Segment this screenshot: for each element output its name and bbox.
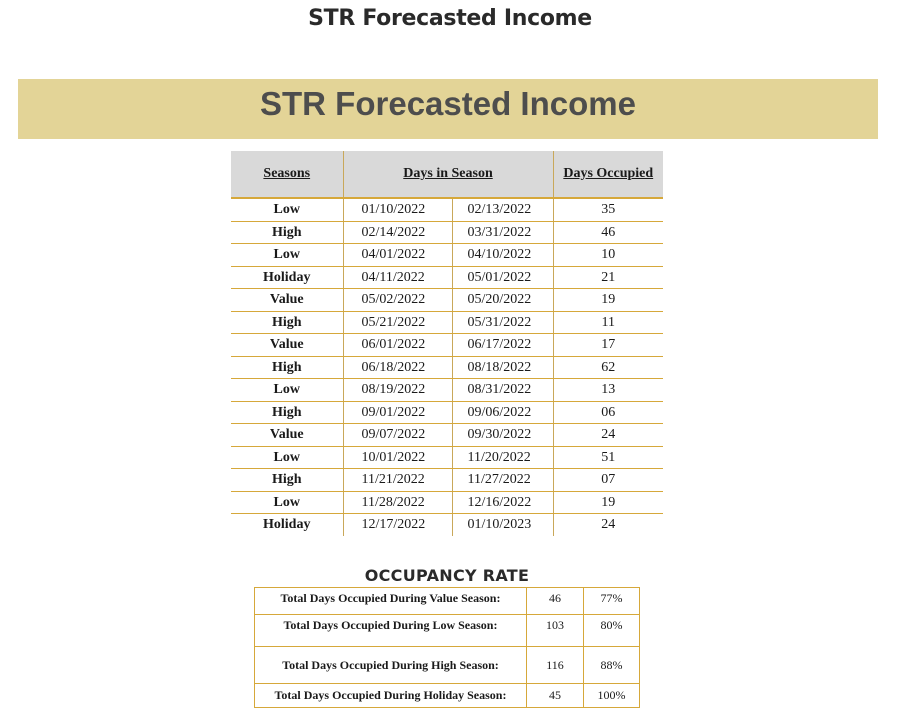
season-days-occupied: 24 [553,424,663,447]
occupancy-rate: 77% [584,588,640,615]
season-row [231,446,663,469]
season-name: Low [231,491,343,514]
occupancy-label: Total Days Occupied During Value Season: [255,588,527,615]
season-start-date: 08/19/2022 [343,379,452,402]
season-end-date: 04/10/2022 [452,244,553,267]
season-days-occupied: 24 [553,514,663,536]
occupancy-row [255,647,640,684]
season-end-date: 06/17/2022 [452,334,553,357]
season-end-date: 01/10/2023 [452,514,553,536]
season-end-date: 11/27/2022 [452,469,553,492]
season-days-occupied: 10 [553,244,663,267]
occupancy-table-body [255,588,640,708]
season-row [231,514,663,536]
season-end-date: 12/16/2022 [452,491,553,514]
season-name: Low [231,379,343,402]
occupancy-row [255,615,640,647]
season-start-date: 11/21/2022 [343,469,452,492]
season-end-date: 05/31/2022 [452,311,553,334]
season-row [231,401,663,424]
season-start-date: 09/07/2022 [343,424,452,447]
season-table [231,151,663,536]
season-start-date: 05/21/2022 [343,311,452,334]
occupancy-days: 116 [527,647,584,684]
season-days-occupied: 19 [553,289,663,312]
occupancy-rate: 100% [584,684,640,708]
season-end-date: 05/20/2022 [452,289,553,312]
season-name: High [231,356,343,379]
season-row [231,244,663,267]
season-end-date: 08/31/2022 [452,379,553,402]
occupancy-days: 103 [527,615,584,647]
season-start-date: 04/01/2022 [343,244,452,267]
season-name: High [231,401,343,424]
occupancy-label: Total Days Occupied During Low Season: [255,615,527,647]
title-banner [18,79,878,139]
season-row [231,198,663,221]
season-end-date: 03/31/2022 [452,221,553,244]
occupancy-rate: 88% [584,647,640,684]
season-row [231,356,663,379]
season-start-date: 01/10/2022 [343,198,452,221]
season-row [231,469,663,492]
season-end-date: 09/06/2022 [452,401,553,424]
season-start-date: 02/14/2022 [343,221,452,244]
season-days-occupied: 62 [553,356,663,379]
season-name: Value [231,289,343,312]
season-days-occupied: 35 [553,198,663,221]
banner-title: STR Forecasted Income [260,85,636,122]
season-name: High [231,311,343,334]
occupancy-label: Total Days Occupied During Holiday Season: [255,684,527,708]
season-start-date: 09/01/2022 [343,401,452,424]
season-start-date: 06/18/2022 [343,356,452,379]
header-seasons: Seasons [231,151,343,198]
season-name: Low [231,244,343,267]
header-days-in-season: Days in Season [343,151,553,198]
season-name: Value [231,334,343,357]
season-end-date: 11/20/2022 [452,446,553,469]
season-days-occupied: 19 [553,491,663,514]
season-days-occupied: 06 [553,401,663,424]
season-row [231,221,663,244]
season-start-date: 04/11/2022 [343,266,452,289]
season-days-occupied: 11 [553,311,663,334]
season-days-occupied: 51 [553,446,663,469]
season-end-date: 05/01/2022 [452,266,553,289]
season-days-occupied: 17 [553,334,663,357]
season-row [231,311,663,334]
season-row [231,266,663,289]
season-name: Low [231,198,343,221]
season-end-date: 09/30/2022 [452,424,553,447]
season-name: High [231,221,343,244]
occupancy-label: Total Days Occupied During High Season: [255,647,527,684]
season-row [231,334,663,357]
season-days-occupied: 21 [553,266,663,289]
season-start-date: 05/02/2022 [343,289,452,312]
season-days-occupied: 46 [553,221,663,244]
season-name: Holiday [263,517,311,533]
season-start-date: 06/01/2022 [343,334,452,357]
season-end-date: 02/13/2022 [452,198,553,221]
page-title: STR Forecasted Income [308,6,592,31]
season-days-occupied: 07 [553,469,663,492]
occupancy-row [255,588,640,615]
season-start-date: 12/17/2022 [343,514,452,536]
season-name: Low [231,446,343,469]
occupancy-rate: 80% [584,615,640,647]
season-name: High [231,469,343,492]
occupancy-table [254,587,640,708]
season-row [231,379,663,402]
season-start-date: 11/28/2022 [343,491,452,514]
occupancy-title: OCCUPANCY RATE [364,566,530,585]
season-start-date: 10/01/2022 [343,446,452,469]
season-table-body [231,198,663,536]
season-row [231,424,663,447]
season-row [231,289,663,312]
occupancy-days: 45 [527,684,584,708]
season-end-date: 08/18/2022 [452,356,553,379]
header-days-occupied: Days Occupied [553,151,663,198]
occupancy-days: 46 [527,588,584,615]
season-row [231,491,663,514]
season-name: Value [231,424,343,447]
season-table-header-row [231,151,663,198]
season-days-occupied: 13 [553,379,663,402]
occupancy-row [255,684,640,708]
season-name: Holiday [231,266,343,289]
